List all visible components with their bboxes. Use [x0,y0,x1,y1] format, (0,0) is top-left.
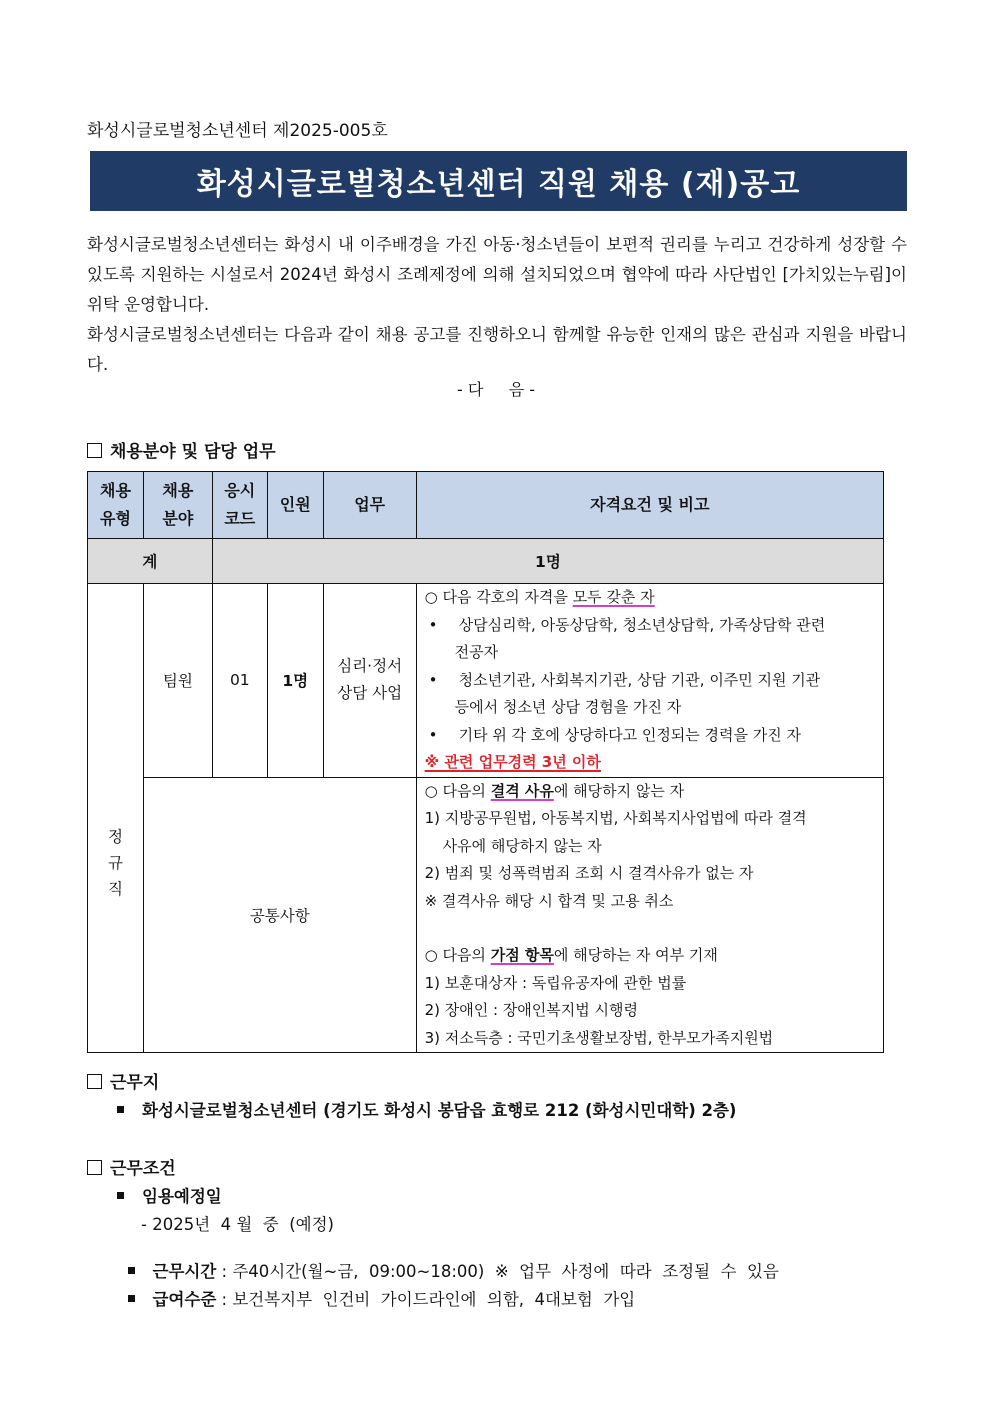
start-date-value: - 2025년 4 월 중 (예정) [141,1215,334,1234]
header-field: 채용 분야 [143,472,212,539]
bullet-square-icon [117,1106,124,1113]
experience-note: ※ 관련 업무경력 3년 이하 [424,753,601,771]
common-requirements-cell [416,777,883,1053]
checkbox-square-icon [87,1160,102,1175]
task-cell: 심리·정서 상담 사업 [323,584,416,778]
common-label: 공통사항 [143,777,416,1053]
list-item: 3) 저소득층 : 국민기초생활보장법, 한부모가족지원법 [424,1028,774,1047]
qualification-heading: ○ 다음 각호의 자격을 모두 갖춘 자 [424,588,655,606]
bullet-square-icon [117,1192,124,1199]
list-item-continued: 전공자 [454,643,499,661]
list-item-continued: 사유에 해당하지 않는 자 [442,836,602,855]
list-item: 1) 지방공무원법, 아동복지법, 사회복지사업법에 따라 결격 [424,809,807,827]
total-value: 1명 [212,539,883,584]
document-number: 화성시글로벌청소년센터 제2025-005호 [87,121,388,141]
salary-item: 급여수준 : 보건복지부 인건비 가이드라인에 의함, 4대보험 가입 [117,1267,635,1310]
header-type: 채용 유형 [88,472,144,539]
section-heading-conditions: 근무조건 [87,1154,176,1179]
checkbox-square-icon [87,1074,102,1089]
list-item: • 기타 위 각 호에 상당하다고 인정되는 경력을 가진 자 [428,725,802,744]
total-row [88,539,884,584]
qualification-cell [416,584,883,778]
intro-text [87,230,907,380]
code-cell: 01 [212,584,267,778]
list-item: • 상담심리학, 아동상담학, 청소년상담학, 가족상담학 관련 [428,615,826,634]
section-heading-workplace: 근무지 [87,1068,159,1093]
disqualification-heading: ○ 다음의 결격 사유에 해당하지 않는 자 [424,781,685,800]
recruit-table [87,471,884,1053]
table-row [88,584,884,778]
list-item-continued: 등에서 청소년 상담 경험을 가진 자 [454,698,682,716]
bullet-square-icon [128,1295,135,1302]
start-date-item: 임용예정일 [117,1183,222,1207]
total-label: 계 [88,539,213,584]
disqualification-note: ※ 결격사유 해당 시 합격 및 고용 취소 [424,891,674,910]
checkbox-square-icon [87,443,102,458]
header-qualification: 자격요건 및 비고 [416,472,883,539]
table-row [88,777,884,1053]
work-hours-item: 근무시간 : 주40시간(월~금, 09:00~18:00) ※ 업무 사정에 따라 조정될 수 있음 [117,1239,779,1282]
list-item: 2) 장애인 : 장애인복지법 시행령 [424,1001,638,1019]
section-heading-recruit: 채용분야 및 담당 업무 [87,437,276,462]
header-code: 응시 코드 [212,472,267,539]
workplace-address: 화성시글로벌청소년센터 (경기도 화성시 봉담읍 효행로 212 (화성시민대학) 2층) [117,1097,736,1121]
header-task: 업무 [323,472,416,539]
list-item: • 청소년기관, 사회복지기관, 상담 기관, 이주민 지원 기관 [428,670,821,689]
bonus-heading: ○ 다음의 가점 항목에 해당하는 자 여부 기재 [424,946,718,964]
intro-paragraph-2: 화성시글로벌청소년센터는 다음과 같이 채용 공고를 진행하오니 함께할 유능한 인재의 많은 관심과 지원을 바랍니다. [87,325,907,374]
page-title: 화성시글로벌청소년센터 직원 채용 (재)공고 [90,151,907,211]
count-cell: 1명 [267,584,323,778]
field-cell: 팀원 [143,584,212,778]
table-header-row [88,472,884,539]
list-item: 1) 보훈대상자 : 독립유공자에 관한 법률 [424,973,687,992]
list-item: 2) 범죄 및 성폭력범죄 조회 시 결격사유가 없는 자 [424,864,754,882]
intro-paragraph-1: 화성시글로벌청소년센터는 화성시 내 이주배경을 가진 아동·청소년들이 보편적 권리를 누리고 건강하게 성장할 수 있도록 지원하는 시설로서 2024년 화성시 조례제정에 의해 설치되었으며 협약에 따라 사단법인 [가치있는누림]이 위탁 운영합니다. [87,235,907,314]
type-cell: 정 규 직 [88,584,144,1053]
header-count: 인원 [267,472,323,539]
daum-label: - 다 음 - [456,380,536,399]
